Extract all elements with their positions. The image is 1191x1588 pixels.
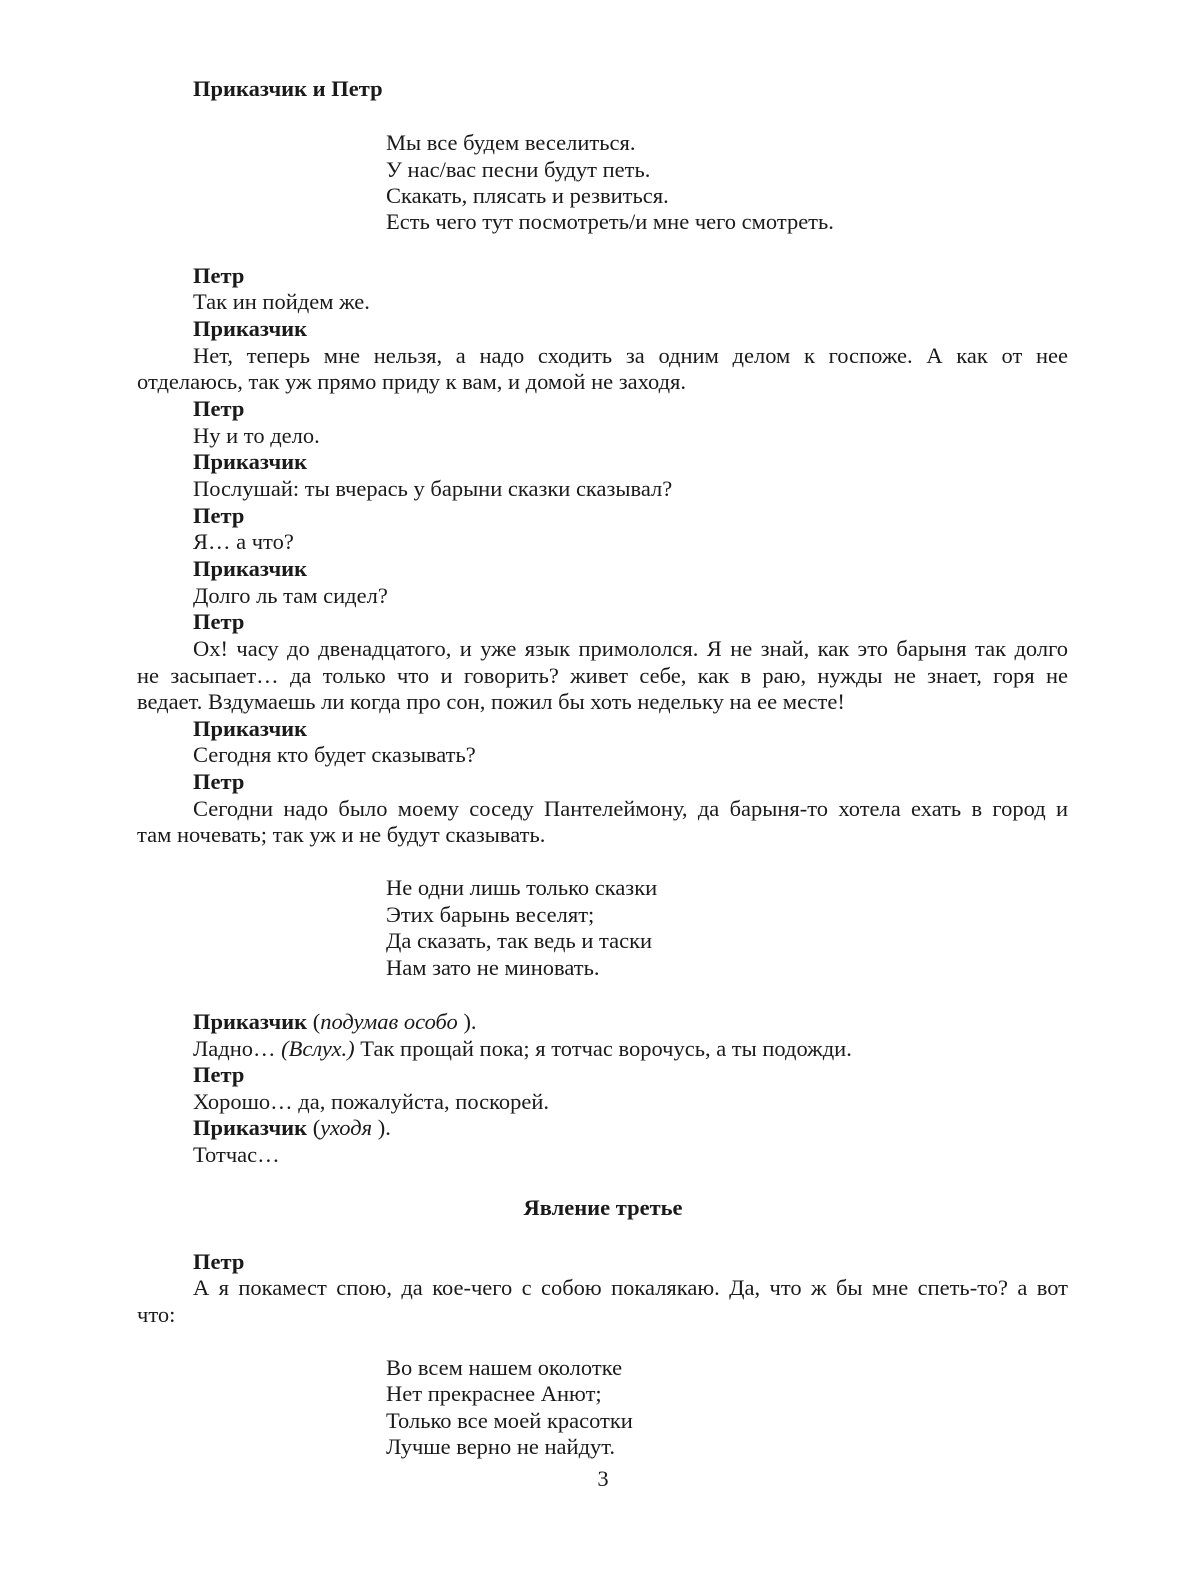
dialogue-text: Так прощай пока; я тотчас ворочусь, а ты подожди. [360,1036,852,1061]
verse-line: Не одни лишь только сказки [386,875,658,900]
stage-direction: уходя [320,1115,373,1140]
verse-line: Нет прекраснее Анют; [386,1381,602,1406]
dialogue-line: Ох! часу до двенадцатого, и уже язык примололся. Я не знай, как это барыня так долго [193,636,1068,661]
verse-line: Нам зато не миновать. [386,955,600,980]
dialogue-line: Тотчас… [193,1142,280,1167]
dialogue-line: что: [137,1302,176,1327]
dialogue-line [193,1035,852,1063]
dialogue-line: не засыпает… да только что и говорить? живет себе, как в раю, нужды не знает, горя не [137,663,1068,688]
dialogue-line: Ну и то дело. [193,423,320,448]
dialogue-line: там ночевать; так уж и не будут сказывать. [137,822,546,847]
speaker-name: Приказчик [193,1115,308,1140]
scene-heading: Явление третье [523,1195,683,1220]
stage-direction: (Вслух.) [281,1036,355,1061]
dialogue-text: Ладно… [193,1036,276,1061]
verse-line: Есть чего тут посмотреть/и мне чего смотреть. [386,209,834,234]
dialogue-line: Я… а что? [193,529,294,554]
speaker-name: Петр [193,396,245,421]
dialogue-line: Послушай: ты вчерась у барыни сказки сказывал? [193,476,673,501]
dialogue-line: Так ин пойдем же. [193,289,370,314]
speaker-name: Петр [193,769,245,794]
speaker-name: Петр [193,1249,245,1274]
verse-line: Скакать, плясать и резвиться. [386,183,669,208]
dialogue-line: Долго ль там сидел? [193,583,388,608]
speaker-name: Приказчик [193,1009,308,1034]
speaker-name: Петр [193,1062,245,1087]
stage-direction: подумав особо [320,1009,458,1034]
dialogue-line: ведает. Вздумаешь ли когда про сон, пожил бы хоть недельку на ее месте! [137,689,845,714]
speaker-name: Приказчик [193,449,308,474]
dialogue-line: Сегодня кто будет сказывать? [193,742,476,767]
speaker-with-direction: Приказчик (уходя ). [193,1115,391,1140]
speaker-name: Приказчик [193,316,308,341]
verse-line: У нас/вас песни будут петь. [386,157,651,182]
speaker-name: Петр [193,503,245,528]
verse-line: Лучше верно не найдут. [386,1434,616,1459]
speaker-with-direction: Приказчик (подумав особо ). [193,1009,477,1034]
speaker-name: Приказчик и Петр [193,76,383,101]
verse-line: Только все моей красотки [386,1408,633,1433]
dialogue-line: Хорошо… да, пожалуйста, поскорей. [193,1089,550,1114]
dialogue-line: Сегодни надо было моему соседу Пантелеймону, да барыня-то хотела ехать в город и [193,796,1068,821]
speaker-name: Петр [193,263,245,288]
speaker-name: Приказчик [193,716,308,741]
verse-line: Во всем нашем околотке [386,1355,623,1380]
verse-line: Да сказать, так ведь и таски [386,928,653,953]
dialogue-line: отделаюсь, так уж прямо приду к вам, и домой не заходя. [137,369,687,394]
speaker-name: Приказчик [193,556,308,581]
speaker-name: Петр [193,609,245,634]
verse-line: Мы все будем веселиться. [386,130,636,155]
page-number: 3 [597,1466,609,1491]
dialogue-line: А я покамест спою, да кое-чего с собою покалякаю. Да, что ж бы мне спеть-то? а вот [193,1275,1068,1300]
dialogue-line: Нет, теперь мне нельзя, а надо сходить за одним делом к госпоже. А как от нее [193,343,1068,368]
verse-line: Этих барынь веселят; [386,902,595,927]
